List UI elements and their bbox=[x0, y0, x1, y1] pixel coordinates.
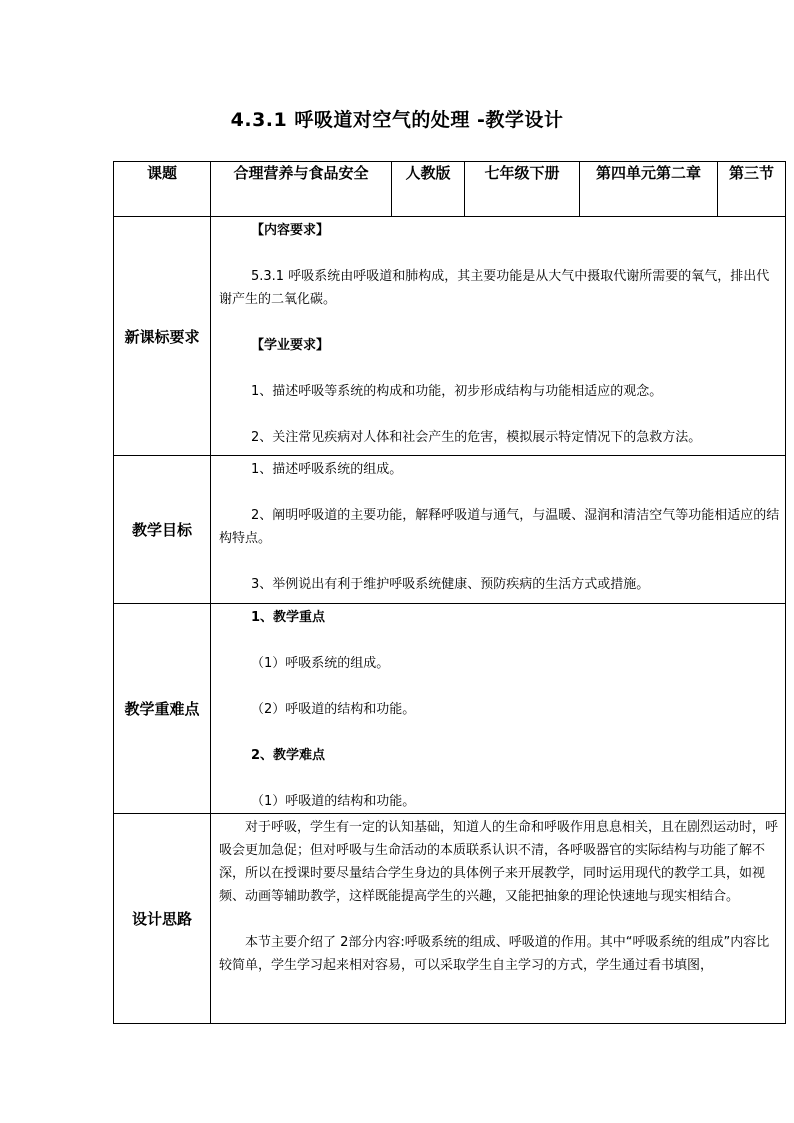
header-unit: 第四单元第二章 bbox=[580, 162, 718, 217]
document-title: 4.3.1 呼吸道对空气的处理 -教学设计 bbox=[230, 109, 564, 131]
goal-3: 3、举例说出有利于维护呼吸系统健康、预防疾病的生活方式或措施。 bbox=[251, 577, 650, 592]
lesson-plan-table bbox=[113, 161, 786, 1024]
content-requirements-heading: 【内容要求】 bbox=[251, 223, 330, 238]
goal-1: 1、描述呼吸系统的组成。 bbox=[251, 462, 403, 477]
design-paragraph-1: 对于呼吸，学生有一定的认知基础，知道人的生命和呼吸作用息息相关，且在剧烈运动时，呼吸会更加急促；但对呼吸与生命活动的本质联系认识不清，各呼吸器官的实际结构与功能了解不深，所以在授课时要尽量结合学生身边的具体例子来开展教学，同时运用现代的教学工具，如视频、动画等辅助教学，这样既能提高学生的兴趣，又能把抽象的理论快速地与现实相结合。 bbox=[219, 820, 779, 904]
standards-label: 新课标要求 bbox=[114, 217, 211, 456]
keypoints-content bbox=[211, 604, 786, 814]
key-points-heading: 1、教学重点 bbox=[251, 610, 326, 625]
header-topic-label: 课题 bbox=[114, 162, 211, 217]
standards-item-2: 2、关注常见疾病对人体和社会产生的危害，模拟展示特定情况下的急救方法。 bbox=[251, 430, 702, 445]
header-section: 第三节 bbox=[718, 162, 786, 217]
key-point-1: （1）呼吸系统的组成。 bbox=[251, 656, 390, 671]
difficult-point-1: （1）呼吸道的结构和功能。 bbox=[251, 794, 416, 809]
keypoints-row bbox=[114, 604, 786, 814]
design-row bbox=[114, 814, 786, 1024]
design-content bbox=[211, 814, 786, 1024]
standards-content bbox=[211, 217, 786, 456]
goal-2: 2、阐明呼吸道的主要功能，解释呼吸道与通气，与温暖、湿润和清洁空气等功能相适应的结构特点。 bbox=[219, 508, 780, 546]
difficult-points-heading: 2、教学难点 bbox=[251, 748, 326, 763]
goals-label: 教学目标 bbox=[114, 456, 211, 604]
standards-row bbox=[114, 217, 786, 456]
keypoints-label: 教学重难点 bbox=[114, 604, 211, 814]
goals-row bbox=[114, 456, 786, 604]
goals-content bbox=[211, 456, 786, 604]
standards-paragraph: 5.3.1 呼吸系统由呼吸道和肺构成，其主要功能是从大气中摄取代谢所需要的氧气，排出代谢产生的二氧化碳。 bbox=[219, 269, 770, 307]
header-row bbox=[114, 162, 786, 217]
header-publisher: 人教版 bbox=[392, 162, 465, 217]
design-paragraph-2: 本节主要介绍了 2部分内容:呼吸系统的组成、呼吸道的作用。其中“呼吸系统的组成”内容比较简单，学生学习起来相对容易，可以采取学生自主学习的方式，学生通过看书填图， bbox=[219, 935, 770, 973]
academic-requirements-heading: 【学业要求】 bbox=[251, 338, 330, 353]
header-topic-value: 合理营养与食品安全 bbox=[211, 162, 392, 217]
standards-item-1: 1、描述呼吸等系统的构成和功能，初步形成结构与功能相适应的观念。 bbox=[251, 384, 663, 399]
header-grade: 七年级下册 bbox=[465, 162, 580, 217]
key-point-2: （2）呼吸道的结构和功能。 bbox=[251, 702, 416, 717]
design-label: 设计思路 bbox=[114, 814, 211, 1024]
